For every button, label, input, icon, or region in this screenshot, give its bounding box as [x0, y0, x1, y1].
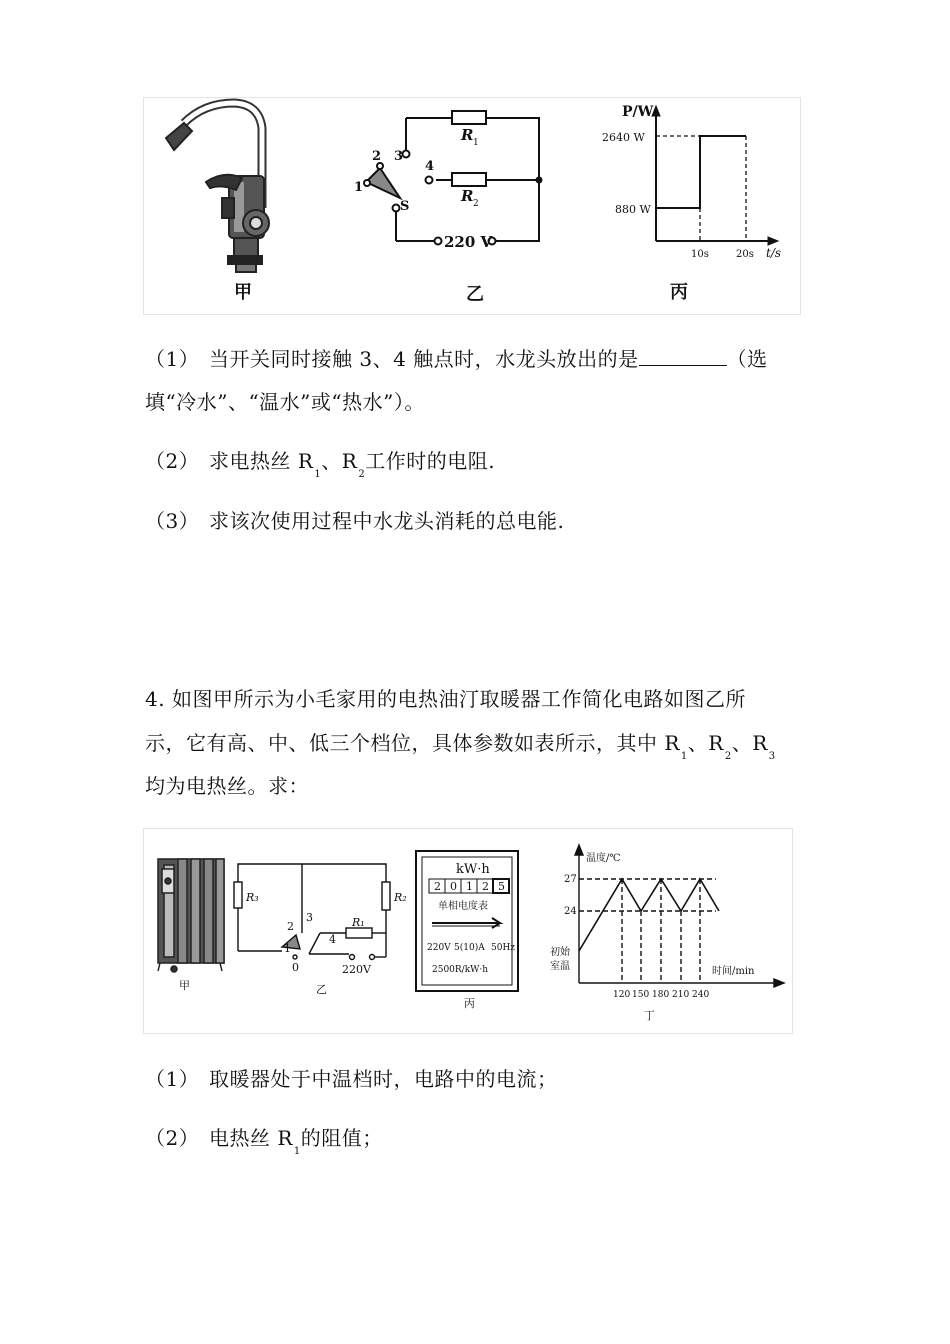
- q4-line-2-a: 示，它有高、中、低三个档位，具体参数如表所示，其中 R: [145, 731, 680, 755]
- q3-part-3: [145, 505, 564, 534]
- r1-sub: 1: [473, 138, 479, 148]
- q3-part-1-text: 当开关同时接触 3、4 触点时，水龙头放出的是: [209, 347, 639, 371]
- r2-label: R: [461, 187, 474, 205]
- q4-part-2-text-b: 的阻值；: [300, 1126, 383, 1150]
- meter-spec-3: 50Hz: [491, 943, 516, 953]
- figure2-caption-b: 乙: [316, 983, 327, 996]
- temp-x-tick-240: 240: [692, 990, 710, 1000]
- voltage-label-2: 220V: [342, 963, 371, 976]
- contact-4: 4: [425, 159, 435, 174]
- temp-initial-1: 初始: [550, 947, 570, 958]
- contact-2-b: 2: [287, 920, 294, 933]
- figure2-caption-c: 丙: [464, 997, 475, 1010]
- q4-part-1-text: 取暖器处于中温档时，电路中的电流；: [209, 1067, 558, 1091]
- q4-line-2-s1: 1: [680, 751, 688, 762]
- q4-part-2-text-a: 电热丝 R: [209, 1126, 293, 1150]
- q4-part-1: [145, 1063, 558, 1092]
- meter-digit-4: 2: [482, 880, 489, 893]
- q3-part-2-sub2: 2: [358, 469, 366, 480]
- heater-image: [158, 859, 224, 972]
- faucet-image: [166, 103, 269, 272]
- q3-part-2-text-a: 求电热丝 R: [209, 449, 314, 473]
- q4-line-2: [145, 727, 776, 762]
- q3-part-2-number: （2）: [145, 449, 200, 473]
- meter-spec-4: 2500R/kW·h: [432, 965, 489, 975]
- q3-part-3-text: 求该次使用过程中水龙头消耗的总电能.: [209, 509, 565, 533]
- answer-blank[interactable]: [639, 347, 727, 366]
- figure-faucet: [143, 97, 801, 315]
- q3-part-2-sub1: 1: [314, 469, 322, 480]
- figure1-caption-b: 乙: [466, 284, 484, 305]
- temp-x-tick-120: 120: [613, 990, 631, 1000]
- q3-part-2-text-c: 工作时的电阻.: [365, 449, 496, 473]
- contact-2: 2: [372, 149, 382, 164]
- meter-spec-2: 5(10)A: [454, 943, 485, 953]
- temp-y-label: 温度/℃: [586, 853, 621, 864]
- r2-sub: 2: [473, 199, 479, 209]
- meter-unit: kW·h: [456, 862, 490, 877]
- temp-x-tick-180: 180: [652, 990, 670, 1000]
- voltage-label: 220 V: [444, 233, 493, 251]
- contact-1-b: 1: [284, 942, 291, 955]
- q4-part-2: [145, 1122, 383, 1157]
- chart-y-low: 880 W: [615, 203, 651, 216]
- chart-x-end: 20s: [736, 249, 754, 260]
- q3-part-2-text-b: 、R: [321, 449, 358, 473]
- q4-line-1: 4. 如图甲所示为小毛家用的电热油汀取暖器工作简化电路如图乙所: [145, 687, 746, 711]
- r1-label-2: R₁: [352, 916, 365, 929]
- q4-part-2-sub: 1: [293, 1146, 301, 1157]
- temp-x-tick-150: 150: [632, 990, 650, 1000]
- q3-part-1-number: （1）: [145, 347, 200, 371]
- meter-digit-5: 5: [498, 880, 505, 893]
- figure2-caption-a: 甲: [179, 979, 190, 992]
- r1-label: R: [461, 126, 474, 144]
- chart-x-mid: 10s: [691, 249, 709, 260]
- chart-y-high: 2640 W: [602, 131, 645, 144]
- r3-label: R₃: [246, 891, 259, 904]
- switch-label: S: [400, 199, 410, 214]
- circuit-diagram-1: [364, 111, 542, 245]
- r2-label-2: R₂: [394, 891, 407, 904]
- q4-line-2-c: 、R: [731, 731, 768, 755]
- power-chart: [652, 106, 778, 245]
- q4-line-2-s2: 2: [724, 751, 732, 762]
- q3-part-1-text-b: （选: [726, 347, 768, 371]
- q4-line-3: 均为电热丝。求：: [145, 774, 309, 798]
- chart-y-label: P/W: [622, 104, 654, 120]
- meter-digit-2: 0: [450, 880, 457, 893]
- q3-part-1-line2: 填“冷水”、“温水”或“热水”）。: [145, 390, 425, 414]
- figure1-caption-c: 丙: [670, 282, 688, 303]
- q4-part-2-number: （2）: [145, 1126, 200, 1150]
- contact-3-b: 3: [306, 911, 313, 924]
- contact-0: 0: [292, 961, 299, 974]
- meter-spec-1: 220V: [427, 943, 451, 953]
- temp-y-low: 24: [564, 906, 577, 917]
- q3-part-1-line1: [145, 343, 768, 372]
- contact-1: 1: [354, 180, 364, 195]
- figure1-caption-a: 甲: [234, 282, 252, 303]
- contact-4-b: 4: [329, 933, 336, 946]
- temp-y-high: 27: [564, 874, 577, 885]
- q4-line-2-s3: 3: [768, 751, 776, 762]
- figure2-caption-d: 丁: [644, 1009, 655, 1022]
- q4-line-2-b: 、R: [687, 731, 724, 755]
- temp-initial-2: 室温: [550, 961, 570, 972]
- q3-part-2: [145, 445, 496, 480]
- chart-x-label: t/s: [766, 246, 782, 260]
- q3-part-3-number: （3）: [145, 509, 200, 533]
- temp-x-label: 时间/min: [712, 966, 755, 977]
- meter-title: 单相电度表: [438, 901, 488, 912]
- contact-3: 3: [394, 149, 404, 164]
- temp-x-tick-210: 210: [672, 990, 690, 1000]
- figure-heater: [143, 828, 793, 1034]
- q4-part-1-number: （1）: [145, 1067, 200, 1091]
- meter-digit-1: 2: [434, 880, 441, 893]
- meter-digit-3: 1: [466, 880, 473, 893]
